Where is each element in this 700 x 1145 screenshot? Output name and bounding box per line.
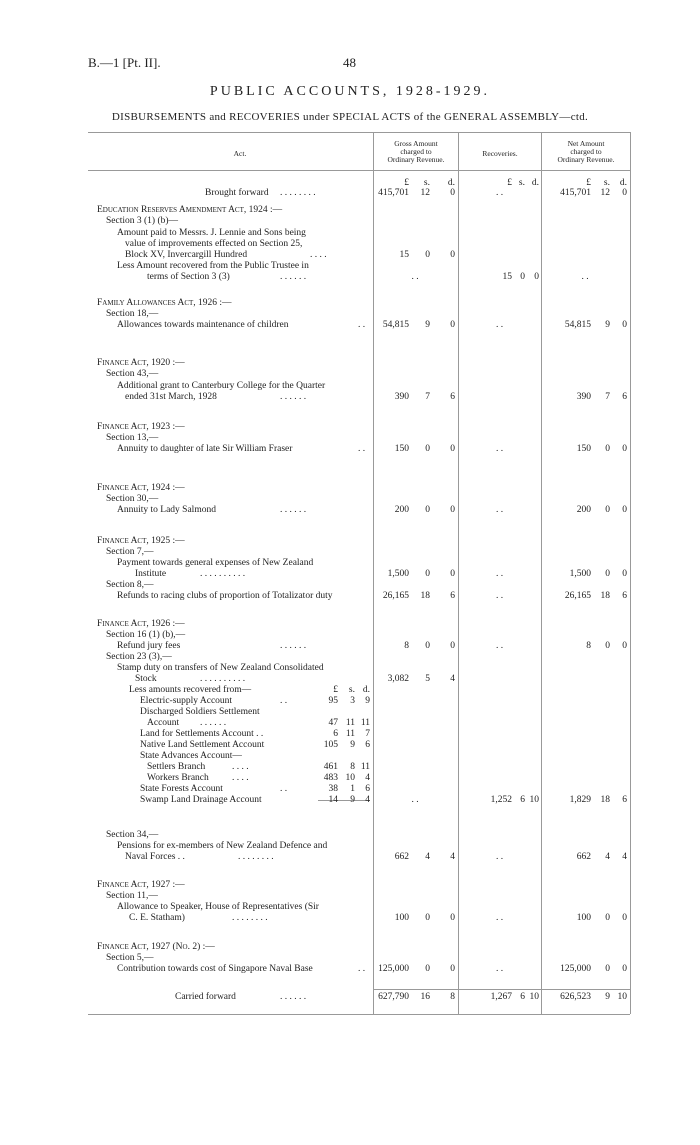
act-line: Section 16 (1) (b),— [106,630,186,640]
leader-dots: . . . . . . [200,718,227,728]
gross-amount-shillings: 5 [425,674,430,684]
column-divider [373,132,374,1014]
net-amount-pounds: 150 [576,444,591,454]
net-amount-pounds: 1,829 [569,795,591,805]
net-amount-pence: 0 [622,505,627,515]
leader-dots: . . . . [310,250,327,260]
act-line: Land for Settlements Account . . [140,729,264,739]
sub-amount-pence: 11 [360,718,370,728]
gross-amount-shillings: 0 [425,250,430,260]
recoveries-amount-pence: 10 [529,795,539,805]
net-amount-pounds: 54,815 [564,320,591,330]
gross-amount-pence: 0 [450,913,455,923]
gross-amount-shillings: 0 [425,913,430,923]
recoveries-amount-pounds: . . [495,569,504,579]
net-amount-pence: 0 [622,641,627,651]
gross-amount-pounds: 1,500 [387,569,409,579]
act-line: Section 5,— [106,953,154,963]
net-amount-pounds: 390 [576,392,591,402]
net-amount-shillings: 9 [605,992,610,1002]
recoveries-amount-shillings: 6 [520,795,525,805]
leader-dots: . . . . . . . . . . [200,569,246,579]
recoveries-amount-pounds: . . [495,505,504,515]
act-line: Stock [135,674,157,684]
net-amount-shillings: 0 [605,641,610,651]
act-line: State Advances Account— [140,751,242,761]
net-amount-shillings: 0 [605,913,610,923]
sub-amount-pence: 7 [365,729,370,739]
net-amount-shillings: 0 [605,444,610,454]
act-line: Section 13,— [106,433,159,443]
column-header-net: Net Amount charged to Ordinary Revenue. [557,139,615,164]
net-amount-pounds: 662 [576,852,591,862]
gross-amount-pounds: £ [404,178,409,188]
act-line: Electric-supply Account [140,696,233,706]
gross-amount-pence: 0 [450,444,455,454]
gross-amount-pounds: . . [411,272,419,282]
total-rule [373,989,630,990]
gross-amount-shillings: 0 [425,505,430,515]
act-line: terms of Section 3 (3) [147,272,230,282]
gross-amount-pence: 0 [450,188,455,198]
net-amount-pounds: 626,523 [560,992,591,1002]
column-header-recoveries: Recoveries. [482,149,518,158]
act-line: Naval Forces . . [125,852,185,862]
leader-dots: . . . . . . [280,272,307,282]
recoveries-amount-pounds: . . [495,320,504,330]
gross-amount-pounds: 26,165 [382,591,409,601]
net-amount-shillings: 0 [605,505,610,515]
act-heading: Education Reserves Amendment Act, 1924 :— [97,205,283,215]
page-ref: B.—1 [Pt. II]. [88,55,161,70]
act-line: Additional grant to Canterbury College for the Quarter [117,381,326,391]
act-line: Section 34,— [106,830,159,840]
header-rule [88,170,630,171]
recoveries-amount-pounds: 1,252 [490,795,512,805]
act-line: Less Amount recovered from the Public Trustee in [117,261,309,271]
net-amount-pounds: £ [586,178,591,188]
net-amount-shillings: 0 [605,964,610,974]
gross-amount-shillings: 12 [420,188,430,198]
act-line: Swamp Land Drainage Account [140,795,262,805]
act-line: Amount paid to Messrs. J. Lennie and Sons being [117,228,306,238]
act-line: Discharged Soldiers Settlement [140,707,260,717]
gross-amount-pounds: 150 [394,444,409,454]
gross-amount-pounds: 390 [394,392,409,402]
act-line: Account [147,718,180,728]
leader-dots: . . [358,964,366,974]
net-amount-pence: d. [619,178,627,188]
leader-dots: . . . . [232,773,249,783]
page-subtitle: DISBURSEMENTS and RECOVERIES under SPECIAL ACTS of the GENERAL ASSEMBLY—ctd. [111,111,589,123]
sub-amount-pence: 11 [360,762,370,772]
net-amount-shillings: 7 [605,392,610,402]
act-line: Less amounts recovered from— [129,685,252,695]
gross-amount-pounds: 3,082 [387,674,409,684]
net-amount-pence: 0 [622,913,627,923]
sub-amount-shillings: 9 [350,740,355,750]
gross-amount-pounds: 200 [394,505,409,515]
act-heading: Finance Act, 1925 :— [97,536,185,546]
recoveries-amount-pounds: . . [495,444,504,454]
sub-amount-shillings: 1 [350,784,355,794]
sub-amount-shillings: 9 [350,795,355,805]
sub-amount-pounds: 38 [328,784,338,794]
sub-amount-shillings: 8 [350,762,355,772]
recoveries-amount-pence: d. [531,178,539,188]
gross-amount-pounds: . . [411,795,419,805]
column-divider [458,132,459,1014]
sub-amount-pounds: 105 [323,740,338,750]
recoveries-amount-pounds: 15 [502,272,512,282]
sub-amount-pence: 6 [365,740,370,750]
gross-amount-shillings: 4 [425,852,430,862]
column-header-act: Act. [233,149,247,158]
gross-amount-pence: 0 [450,569,455,579]
act-line: Stamp duty on transfers of New Zealand Consolidated [117,663,324,673]
page-number: 48 [343,55,356,70]
net-amount-pounds: 26,165 [564,591,591,601]
net-amount-pence: 6 [622,795,627,805]
leader-dots: . . [358,444,366,454]
act-heading: Finance Act, 1927 :— [97,880,185,890]
page-title: PUBLIC ACCOUNTS, 1928-1929. [209,84,491,99]
net-amount-shillings: 18 [600,795,610,805]
leader-dots: . . . . . . . . [232,913,268,923]
recoveries-amount-pence: 0 [534,272,539,282]
net-amount-pence: 0 [622,320,627,330]
gross-amount-pence: 0 [450,250,455,260]
net-amount-pounds: 1,500 [569,569,591,579]
gross-amount-pounds: 15 [399,250,409,260]
net-amount-pounds: 200 [576,505,591,515]
sub-amount-shillings: 11 [345,718,355,728]
sub-amount-pounds: 461 [323,762,338,772]
act-line: Institute [135,569,167,579]
net-amount-pounds: 100 [576,913,591,923]
recoveries-amount-pounds: 1,267 [490,992,512,1002]
net-amount-pounds: 8 [586,641,591,651]
net-amount-pounds: 125,000 [560,964,591,974]
act-line: Refunds to racing clubs of proportion of Totalizator duty [117,591,333,601]
sub-amount-pence: d. [362,685,370,695]
leader-dots: . . . . . . [280,392,307,402]
column-divider [630,132,631,1014]
net-amount-shillings: 0 [605,569,610,579]
gross-amount-pounds: 627,790 [378,992,409,1002]
net-amount-pence: 0 [622,569,627,579]
act-line: Section 18,— [106,309,159,319]
recoveries-amount-pounds: . . [495,188,504,198]
net-amount-pence: 0 [622,444,627,454]
sub-amount-pence: 9 [365,696,370,706]
sub-amount-pence: 4 [365,795,370,805]
sub-amount-pounds: 47 [328,718,338,728]
act-heading: Finance Act, 1926 :— [97,619,185,629]
sub-amount-pounds: £ [333,685,338,695]
net-amount-shillings: s. [603,178,610,188]
act-heading: Family Allowances Act, 1926 :— [97,298,232,308]
leader-dots: . . . . . . [280,641,307,651]
act-line: Section 23 (3),— [106,652,172,662]
net-amount-pence: 0 [622,188,627,198]
gross-amount-shillings: 16 [420,992,430,1002]
act-line: Contribution towards cost of Singapore Naval Base [117,964,313,974]
recoveries-amount-pounds: . . [495,641,504,651]
recoveries-amount-shillings: 0 [520,272,525,282]
sub-amount-pence: 6 [365,784,370,794]
leader-dots: . . . . . . . . [238,852,274,862]
recoveries-amount-shillings: 6 [520,992,525,1002]
recoveries-amount-pounds: . . [495,852,504,862]
gross-amount-pence: 6 [450,392,455,402]
gross-amount-pounds: 8 [404,641,409,651]
act-line: Brought forward [205,188,269,198]
sub-amount-pounds: 483 [323,773,338,783]
gross-amount-shillings: 0 [425,444,430,454]
act-heading: Finance Act, 1927 (No. 2) :— [97,942,215,952]
sub-amount-pounds: 14 [328,795,338,805]
act-line: Settlers Branch [147,762,206,772]
gross-amount-shillings: 9 [425,320,430,330]
net-amount-shillings: 4 [605,852,610,862]
gross-amount-shillings: 18 [420,591,430,601]
leader-dots: . . [280,784,288,794]
sub-amount-pence: 4 [365,773,370,783]
act-line: Section 7,— [106,547,154,557]
gross-amount-pounds: 415,701 [378,188,409,198]
sub-amount-shillings: 10 [345,773,355,783]
gross-amount-pounds: 125,000 [378,964,409,974]
gross-amount-pence: 0 [450,641,455,651]
act-line: Section 3 (1) (b)— [106,216,179,226]
gross-amount-pounds: 100 [394,913,409,923]
gross-amount-pence: 8 [450,992,455,1002]
net-amount-pounds: . . [581,272,589,282]
act-line: State Forests Account [140,784,223,794]
recoveries-amount-shillings: s. [518,178,525,188]
recoveries-amount-pounds: . . [495,913,504,923]
gross-amount-shillings: 0 [425,964,430,974]
leader-dots: . . [358,320,366,330]
leader-dots: . . . . . . . . . . [200,674,246,684]
act-line: Pensions for ex-members of New Zealand Defence and [117,841,328,851]
net-amount-pounds: 415,701 [560,188,591,198]
act-line: Section 43,— [106,369,159,379]
gross-amount-pence: 0 [450,505,455,515]
sub-amount-shillings: s. [348,685,355,695]
sub-amount-pounds: 95 [328,696,338,706]
act-line: Native Land Settlement Account [140,740,265,750]
net-amount-pence: 0 [622,964,627,974]
recoveries-amount-pounds: . . [495,591,504,601]
act-line: Allowance to Speaker, House of Representatives (Sir [117,902,319,912]
gross-amount-shillings: 0 [425,641,430,651]
act-line: Section 8,— [106,580,154,590]
recoveries-amount-pounds: £ [507,178,512,188]
act-line: Carried forward [175,992,236,1002]
leader-dots: . . [280,696,288,706]
act-heading: Finance Act, 1924 :— [97,483,185,493]
gross-amount-pence: 0 [450,964,455,974]
act-line: Annuity to daughter of late Sir William Fraser [117,444,293,454]
recoveries-amount-pence: 10 [529,992,539,1002]
table-top-rule [88,132,630,133]
net-amount-pence: 4 [622,852,627,862]
act-line: Section 30,— [106,494,159,504]
act-line: C. E. Statham) [129,913,185,923]
sub-amount-shillings: 11 [345,729,355,739]
leader-dots: . . . . . . [280,992,307,1002]
gross-amount-pence: d. [447,178,455,188]
act-heading: Finance Act, 1923 :— [97,422,185,432]
sub-amount-pounds: 6 [333,729,338,739]
gross-amount-pence: 6 [450,591,455,601]
net-amount-pence: 10 [617,992,627,1002]
gross-amount-pounds: 54,815 [382,320,409,330]
column-header-gross: Gross Amount charged to Ordinary Revenue. [387,139,445,164]
net-amount-pence: 6 [622,591,627,601]
act-heading: Finance Act, 1920 :— [97,358,185,368]
net-amount-pence: 6 [622,392,627,402]
act-line: Annuity to Lady Salmond [117,505,216,515]
leader-dots: . . . . . . . . [280,188,316,198]
leader-dots: . . . . . . [280,505,307,515]
net-amount-shillings: 9 [605,320,610,330]
column-divider [541,132,542,1014]
leader-dots: . . . . [232,762,249,772]
act-line: Block XV, Invercargill Hundred [125,250,248,260]
gross-amount-pence: 4 [450,852,455,862]
gross-amount-pence: 4 [450,674,455,684]
gross-amount-pounds: 662 [394,852,409,862]
net-amount-shillings: 12 [600,188,610,198]
table-bottom-rule [88,1014,630,1015]
act-line: Payment towards general expenses of New Zealand [117,558,314,568]
act-line: Workers Branch [147,773,209,783]
recoveries-amount-pounds: . . [495,964,504,974]
gross-amount-pence: 0 [450,320,455,330]
act-line: Allowances towards maintenance of children [117,320,289,330]
act-line: Refund jury fees [117,641,181,651]
gross-amount-shillings: s. [423,178,430,188]
act-line: ended 31st March, 1928 [125,392,217,402]
net-amount-shillings: 18 [600,591,610,601]
gross-amount-shillings: 0 [425,569,430,579]
sub-amount-shillings: 3 [350,696,355,706]
act-line: value of improvements effected on Section 25, [125,239,303,249]
act-line: Section 11,— [106,891,158,901]
gross-amount-shillings: 7 [425,392,430,402]
